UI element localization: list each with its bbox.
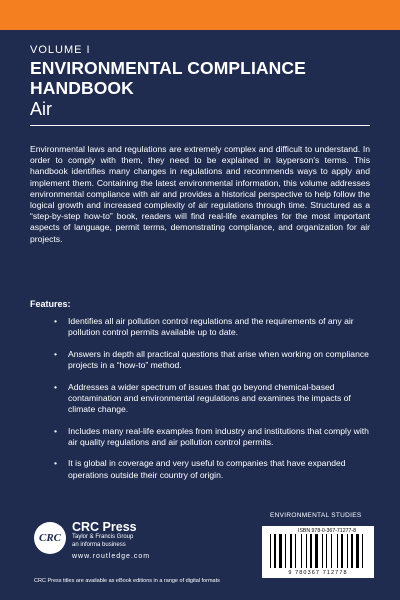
feature-item: [30, 426, 370, 448]
features-list: [30, 316, 370, 491]
barcode-icon: [264, 534, 372, 570]
publisher-name: CRC Press: [72, 520, 137, 534]
book-title-line-2: HANDBOOK: [30, 78, 134, 98]
footer-note: CRC Press titles are available as eBook editions in a range of digital formats: [34, 578, 220, 584]
bullet-icon: •: [54, 458, 58, 469]
feature-text: Includes many real-life examples from industry and institutions that comply with air quality regulations and air pollution control permits.: [68, 425, 369, 447]
feature-item: [30, 316, 370, 338]
feature-text: Identifies all air pollution control regulations and the requirements of any air pollution control permits available up to date.: [68, 316, 354, 338]
crc-logo-icon: CRC: [34, 522, 66, 554]
publisher-url[interactable]: www.routledge.com: [72, 553, 151, 560]
publisher-info: [72, 520, 137, 549]
feature-item: [30, 458, 370, 480]
isbn-label: ISBN 978-0-367-71277-8: [298, 528, 356, 534]
volume-label: VOLUME I: [30, 44, 91, 56]
subject-category: ENVIRONMENTAL STUDIES: [270, 512, 362, 519]
book-title-line-1: ENVIRONMENTAL COMPLIANCE: [30, 58, 306, 78]
book-subtitle: Air: [30, 99, 52, 119]
book-description: Environmental laws and regulations are extremely complex and difficult to understand. In order to comply with them, they need to be explained in layperson's terms. This handbook identifies many changes in regulations and recommends ways to apply and implement them. Containing the latest environmental information, this volume addresses environmental compliance with air and provides a historical perspective to help follow the logical growth and increased complexity of air regulations through time. Structured as a “step-by-step how-to” book, readers will find real-life examples for the most important aspects of language, permit terms, demonstrating compliance, and organization for air projects.: [30, 144, 370, 244]
cover-header: [30, 44, 370, 126]
features-heading: Features:: [30, 299, 71, 309]
feature-text: It is global in coverage and very useful to companies that have expanded operations outside their country of origin.: [68, 458, 346, 480]
bullet-icon: •: [54, 348, 58, 359]
publisher-group: Taylor & Francis Group: [72, 534, 134, 540]
bullet-icon: •: [54, 381, 58, 392]
feature-item: [30, 349, 370, 371]
feature-text: Addresses a wider spectrum of issues that go beyond chemical-based contamination and environmental regulations and examines the impacts of climate change.: [68, 381, 351, 414]
feature-text: Answers in depth all practical questions that arise when working on compliance projects in a “how-to” method.: [68, 348, 369, 370]
publisher-business: an informa business: [72, 541, 126, 548]
feature-item: [30, 382, 370, 416]
barcode-number: 9 780367 712778: [288, 570, 348, 576]
header-divider: [30, 125, 370, 126]
bullet-icon: •: [54, 316, 58, 326]
bullet-icon: •: [54, 425, 58, 436]
top-color-band: [0, 0, 400, 30]
barcode-panel: [262, 526, 374, 578]
